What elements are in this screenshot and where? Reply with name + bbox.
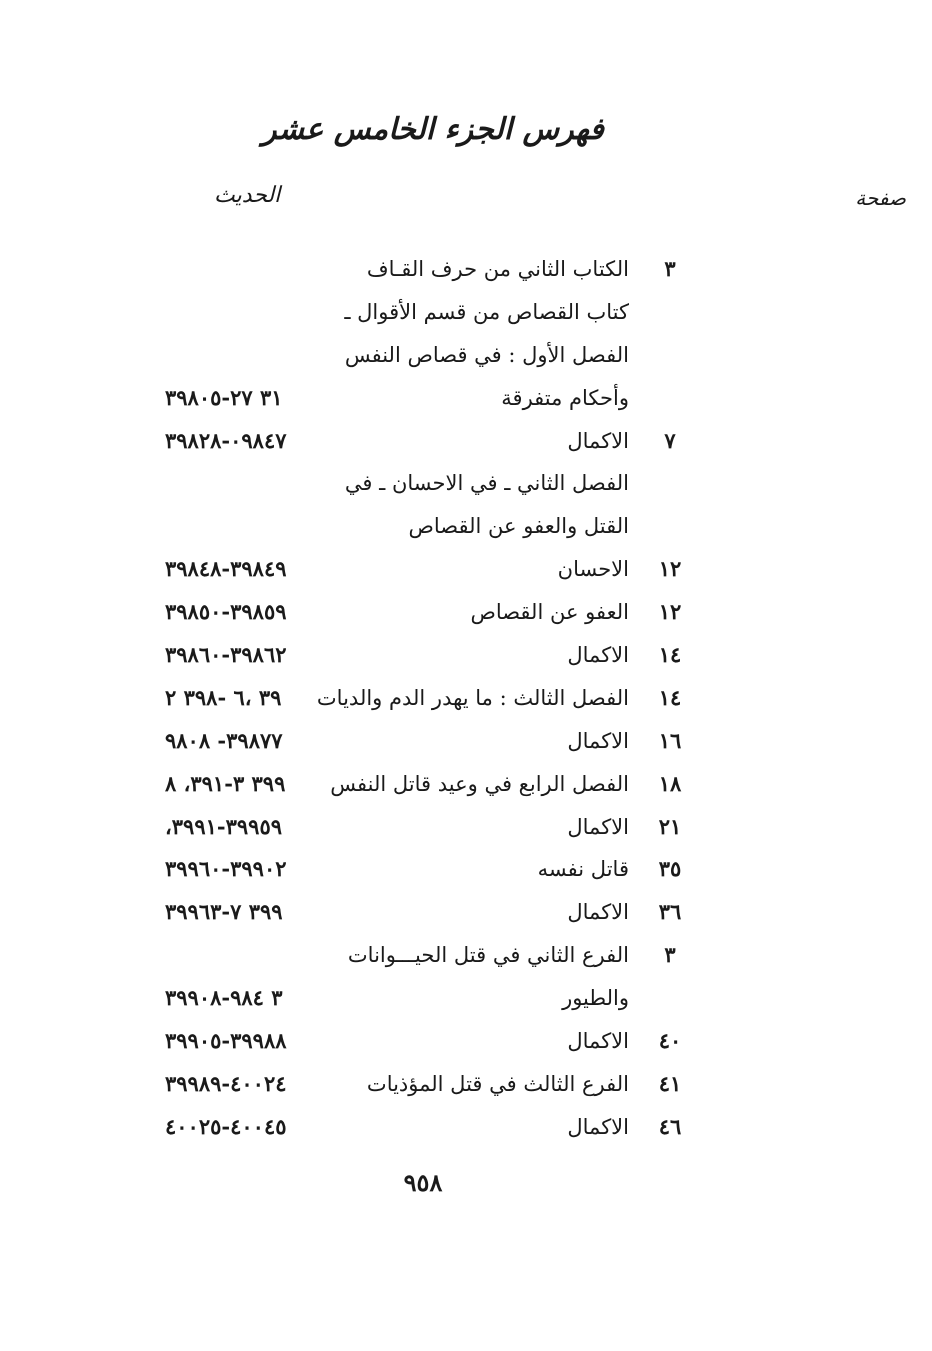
entry-page-number: ٤١ [658, 1070, 682, 1096]
entry-title: الفصل الثاني ـ في الاحسان ـ في [344, 471, 629, 496]
entry-page-number: ١٢ [658, 599, 682, 625]
entry-page-number: ١٤ [658, 642, 682, 668]
entry-title: الاكمال [567, 643, 629, 668]
entry-hadith-range: ٣٩٩ ٧-٣٩٩٦٣ [165, 899, 283, 925]
index-entry [165, 548, 685, 591]
entry-title: كتاب القصاص من قسم الأقوال ـ [344, 299, 629, 324]
index-entry [165, 891, 685, 934]
index-entry [165, 377, 685, 420]
entry-title: الاكمال [567, 1114, 629, 1139]
entry-hadith-range: ٣٩٩٠٢-٣٩٩٦٠ [165, 856, 287, 882]
entry-page-number: ١٦ [658, 727, 682, 753]
entry-title: الاكمال [567, 814, 629, 839]
entry-hadith-range: ٣٩٩٨٨-٣٩٩٠٥ [165, 1028, 287, 1054]
index-entry [165, 591, 685, 634]
index-entry [165, 720, 685, 763]
index-entry [165, 1063, 685, 1106]
entry-hadith-range: ٣٩٨٦٢-٣٩٨٦٠ [165, 642, 287, 668]
index-entry [165, 677, 685, 720]
entry-hadith-range: ٤٠٠٤٥-٤٠٠٢٥ [165, 1113, 287, 1139]
index-entry [165, 1106, 685, 1149]
entry-title: الاحسان [557, 557, 629, 582]
entry-page-number: ٧ [664, 427, 676, 453]
index-entry [165, 334, 685, 377]
page-column-header: صفحة [855, 186, 906, 210]
page-number: ٩٥٨ [403, 1168, 443, 1197]
entry-title: وأحكام متفرقة [501, 385, 629, 410]
entry-title: الفرع الثالث في قتل المؤذيات [366, 1071, 629, 1096]
index-entry [165, 934, 685, 977]
entry-title: الاكمال [567, 428, 629, 453]
entry-title: الفرع الثاني في قتل الحيـــوانات [347, 943, 629, 968]
entry-title: والطيور [562, 986, 629, 1011]
entry-title: الفصل الثالث : ما يهدر الدم والديات [316, 685, 629, 710]
index-title: فهرس الجزء الخامس عشر [262, 112, 604, 147]
entry-hadith-range: ٣٩ ،٦ -٣٩٨ ٢ [165, 684, 282, 710]
entry-page-number: ٤٠ [658, 1028, 682, 1054]
entry-hadith-range: ٣٩٨٤٩-٣٩٨٤٨ [165, 556, 287, 582]
index-entry [165, 634, 685, 677]
index-entry [165, 462, 685, 505]
entry-hadith-range: ٣١ ٢٧-٣٩٨٠٥ [165, 384, 283, 410]
entry-page-number: ٣ [664, 942, 676, 968]
index-entry [165, 505, 685, 548]
index-entry [165, 420, 685, 463]
index-entry [165, 291, 685, 334]
entry-hadith-range: ٣٩٨٧٧- ٩٨٠٨ [165, 727, 283, 753]
entry-hadith-range: ٣٩٩ ٣-٣٩١، ٨ [165, 770, 286, 796]
entry-title: الاكمال [567, 900, 629, 925]
entry-page-number: ٣٥ [658, 856, 682, 882]
entry-page-number: ٣ [664, 256, 676, 281]
hadith-column-header: الحديث [214, 183, 281, 208]
entry-title: قاتل نفسه [537, 857, 629, 882]
entry-title: الكتاب الثاني من حرف القـاف [366, 257, 629, 281]
entry-hadith-range: ٠٩٨٤٧-٣٩٨٢٨ [165, 427, 287, 453]
entry-hadith-range: ٣ ٩٨٤-٣٩٩٠٨ [165, 985, 283, 1011]
entry-page-number: ٣٦ [658, 899, 682, 925]
entry-hadith-range: ٤٠٠٢٤-٣٩٩٨٩ [165, 1070, 287, 1096]
index-entry [165, 848, 685, 891]
entry-page-number: ١٨ [658, 770, 682, 796]
entry-title: القتل والعفو عن القصاص [408, 514, 629, 539]
entry-page-number: ٤٦ [658, 1113, 682, 1139]
index-entry [165, 1020, 685, 1063]
entry-hadith-range: ٣٩٩٥٩-٣٩٩١، [165, 813, 283, 839]
entry-page-number: ١٢ [658, 556, 682, 582]
index-entry [165, 806, 685, 849]
entry-title: الفصل الأول : في قصاص النفس [344, 342, 629, 367]
entry-title: الفصل الرابع في وعيد قاتل النفس [330, 771, 629, 796]
entry-title: الاكمال [567, 1029, 629, 1054]
entry-page-number: ١٤ [658, 684, 682, 710]
index-entry [165, 248, 685, 291]
index-entry [165, 763, 685, 806]
entry-title: العفو عن القصاص [470, 600, 629, 625]
entry-title: الاكمال [567, 728, 629, 753]
index-entry [165, 977, 685, 1020]
entry-hadith-range: ٣٩٨٥٩-٣٩٨٥٠ [165, 599, 287, 625]
entry-page-number: ٢١ [658, 813, 682, 839]
index-entries [165, 248, 685, 1149]
